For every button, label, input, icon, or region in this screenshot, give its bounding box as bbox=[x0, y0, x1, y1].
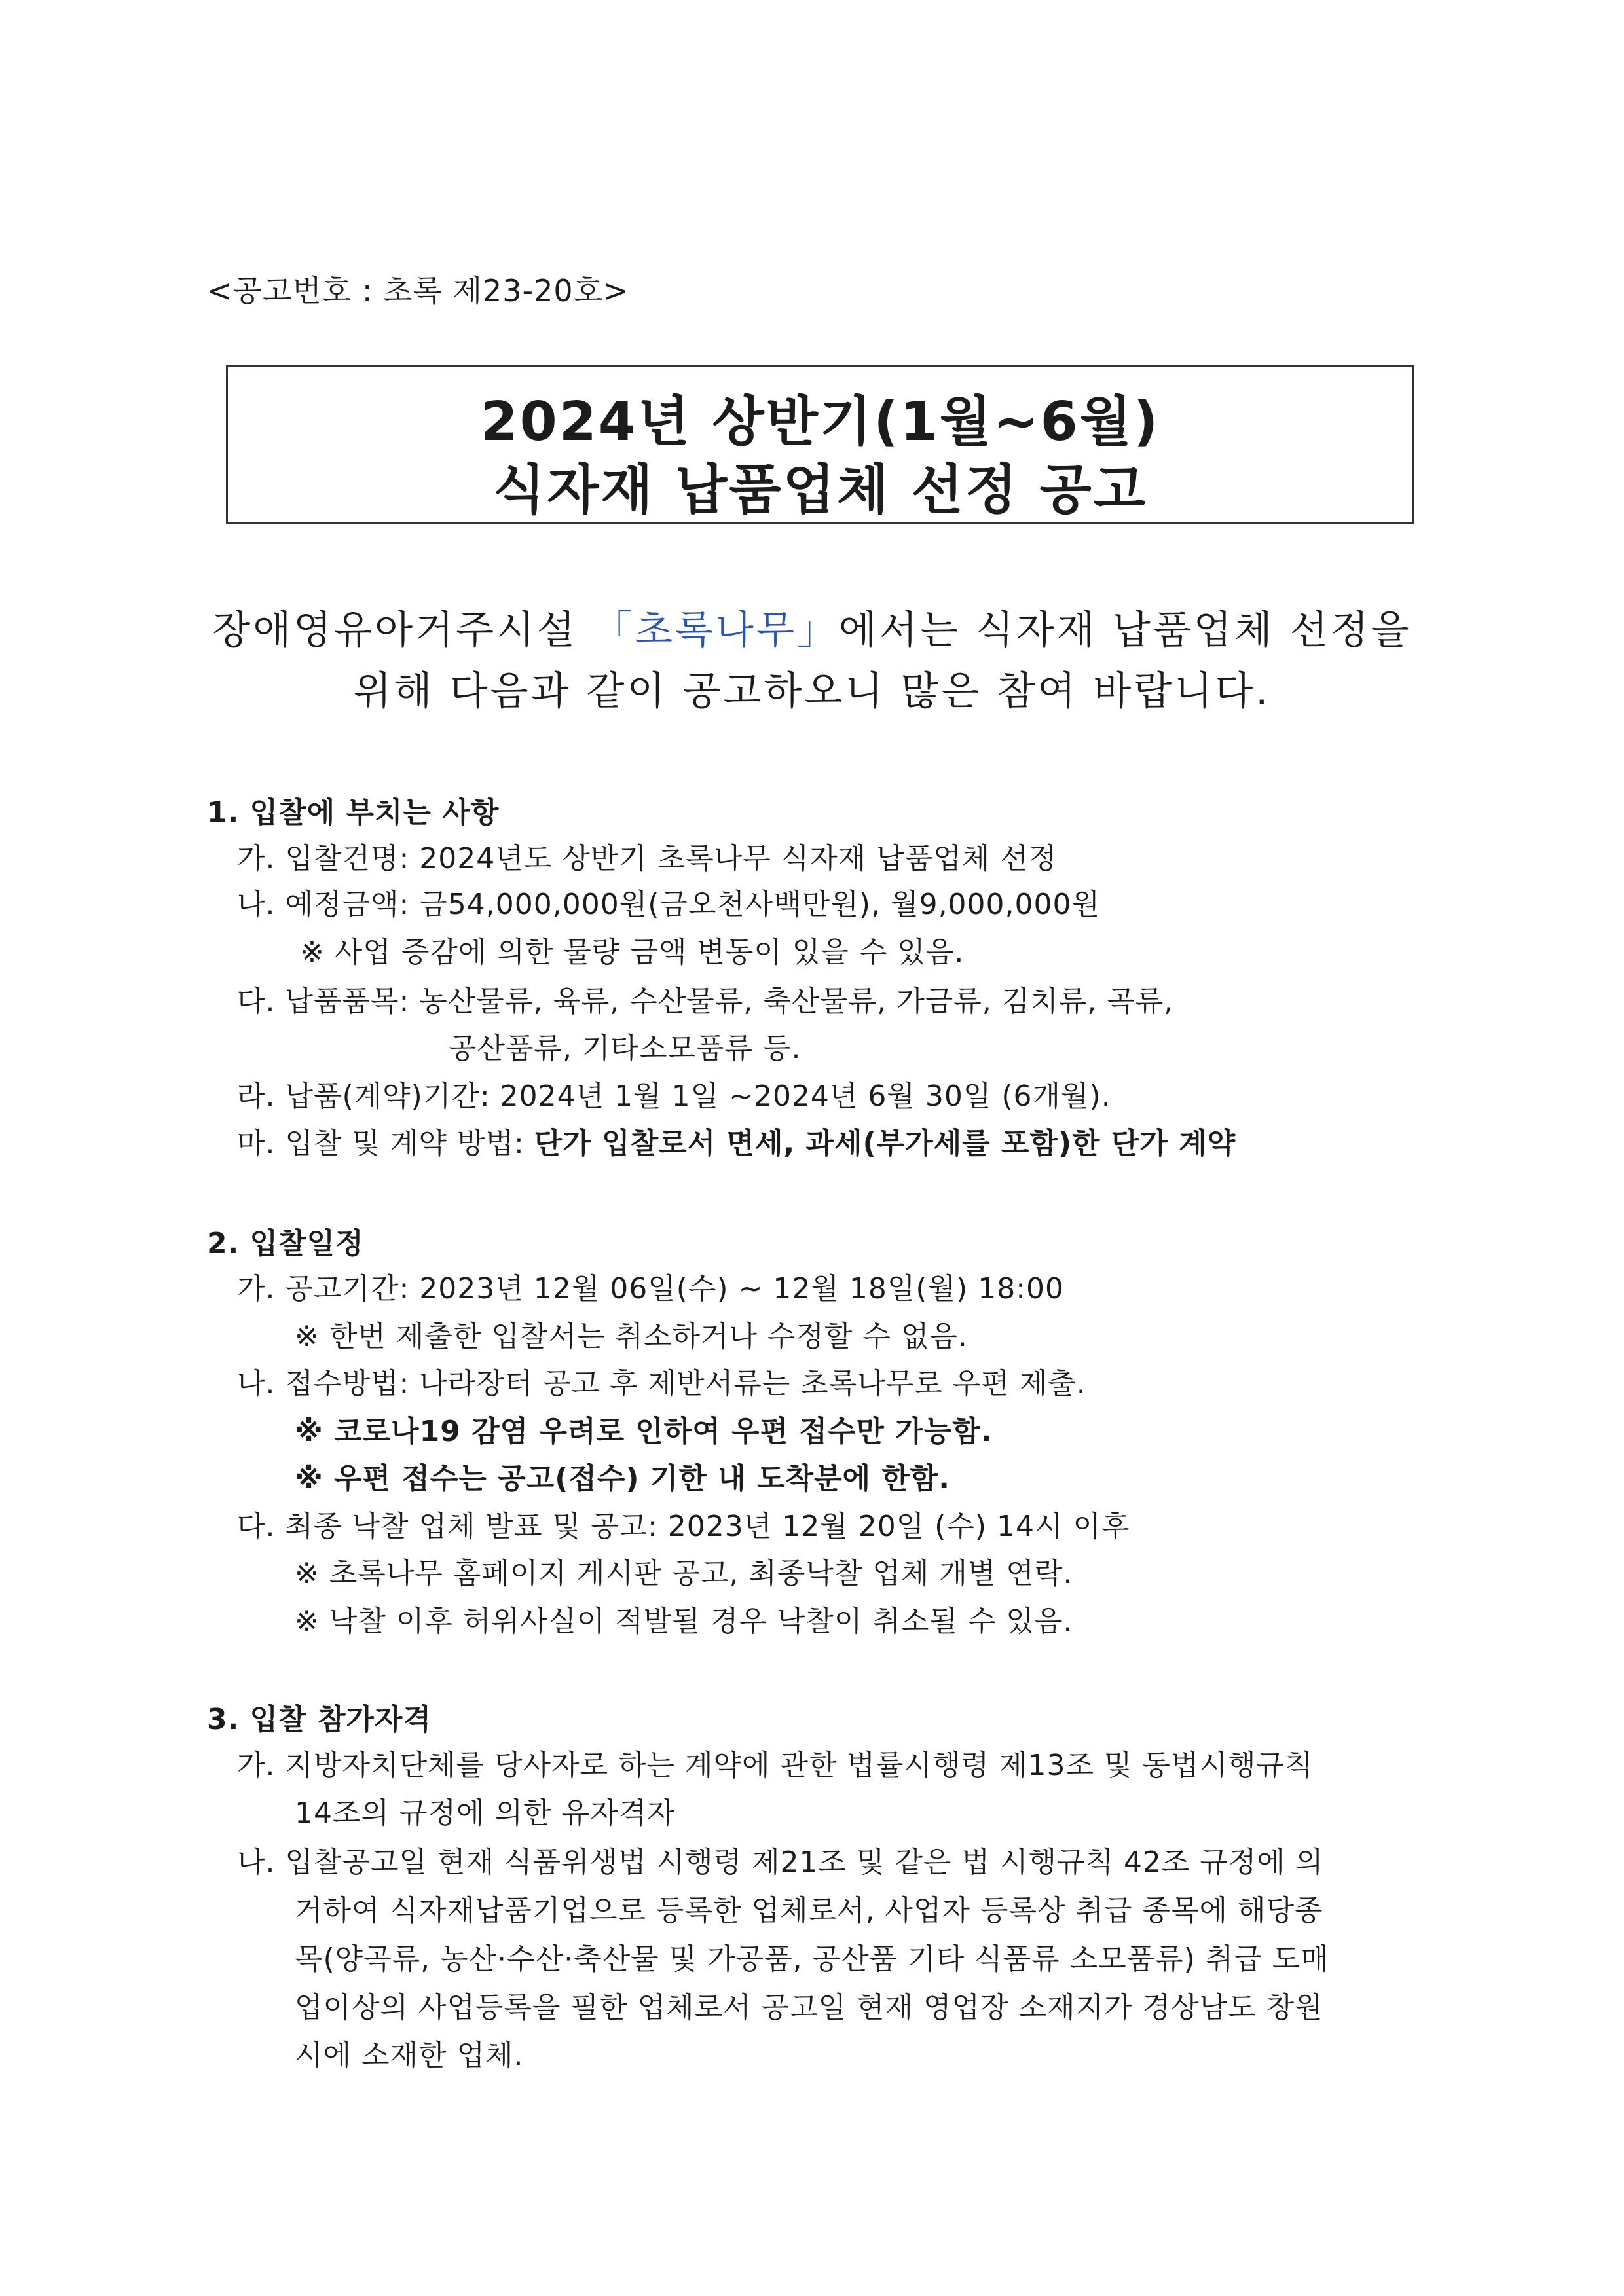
title-line-1: 2024년 상반기(1월~6월) bbox=[480, 391, 1160, 453]
s3-item-na-2: 거하여 식자재납품기업으로 등록한 업체로서, 사업자 등록상 취급 종목에 해당종 bbox=[295, 1894, 1323, 1927]
s3-item-na-4: 업이상의 사업등록을 필한 업체로서 공고일 현재 영업장 소재지가 경상남도 창원 bbox=[295, 1991, 1323, 2024]
s1-note-na: ※ 사업 증감에 의한 물량 금액 변동이 있을 수 있음. bbox=[300, 936, 965, 969]
intro-line-2: 위해 다음과 같이 공고하오니 많은 참여 바랍니다. bbox=[353, 668, 1271, 714]
s2-item-na: 나. 접수방법: 나라장터 공고 후 제반서류는 초록나무로 우편 제출. bbox=[237, 1367, 1086, 1400]
s3-item-ga-1: 가. 지방자치단체를 당사자로 하는 계약에 관한 법률시행령 제13조 및 동법시행규칙 bbox=[237, 1749, 1314, 1782]
s3-item-na-5: 시에 소재한 업체. bbox=[295, 2039, 524, 2072]
s1-item-ra: 라. 납품(계약)기간: 2024년 1월 1일 ~2024년 6월 30일 (6개월). bbox=[237, 1080, 1111, 1113]
s2-item-da: 다. 최종 낙찰 업체 발표 및 공고: 2023년 12월 20일 (수) 14시 이후 bbox=[237, 1510, 1130, 1543]
s3-item-ga-2: 14조의 규정에 의한 유자격자 bbox=[295, 1796, 676, 1830]
s1-item-da-1: 다. 납품품목: 농산물류, 육류, 수산물류, 축산물류, 가금류, 김치류, 곡류, bbox=[237, 985, 1174, 1018]
s1-item-ga: 가. 입찰건명: 2024년도 상반기 초록나무 식자재 납품업체 선정 bbox=[237, 842, 1058, 875]
section-2-heading: 2. 입찰일정 bbox=[207, 1227, 364, 1260]
title-line-2: 식자재 납품업체 선정 공고 bbox=[493, 459, 1147, 521]
s1-item-da-2: 공산품류, 기타소모품류 등. bbox=[449, 1032, 802, 1065]
s2-note-da-1: ※ 초록나무 홈페이지 게시판 공고, 최종낙찰 업체 개별 연락. bbox=[295, 1557, 1073, 1590]
intro-post: 에서는 식자재 납품업체 선정을 bbox=[838, 608, 1412, 653]
facility-name: 「초록나무」 bbox=[593, 608, 839, 653]
title-box bbox=[226, 365, 1414, 524]
s2-note-na-1: ※ 코로나19 감염 우려로 인하여 우편 접수만 가능함. bbox=[295, 1415, 993, 1448]
s3-item-na-3: 목(양곡류, 농산·수산·축산물 및 가공품, 공산품 기타 식품류 소모품류) 취급 도매 bbox=[295, 1942, 1329, 1976]
s1-ma-label: 마. 입찰 및 계약 방법: bbox=[237, 1127, 534, 1160]
s1-ma-bold: 단가 입찰로서 면세, 과세(부가세를 포함)한 단가 계약 bbox=[534, 1127, 1236, 1160]
s2-note-ga: ※ 한번 제출한 입찰서는 취소하거나 수정할 수 없음. bbox=[295, 1320, 968, 1353]
s2-note-na-2: ※ 우편 접수는 공고(접수) 기한 내 도착분에 한함. bbox=[295, 1462, 951, 1495]
intro-pre: 장애영유아거주시설 bbox=[212, 608, 593, 653]
s3-item-na-1: 나. 입찰공고일 현재 식품위생법 시행령 제21조 및 같은 법 시행규칙 42조 규정에 의 bbox=[237, 1846, 1324, 1879]
s1-item-ma bbox=[237, 1120, 1236, 1161]
s2-note-da-2: ※ 낙찰 이후 허위사실이 적발될 경우 낙찰이 취소될 수 있음. bbox=[295, 1605, 1073, 1638]
section-3-heading: 3. 입찰 참가자격 bbox=[207, 1703, 432, 1736]
s2-item-ga: 가. 공고기간: 2023년 12월 06일(수) ~ 12월 18일(월) 18:00 bbox=[237, 1272, 1065, 1305]
s1-item-na: 나. 예정금액: 금54,000,000원(금오천사백만원), 월9,000,000원 bbox=[237, 888, 1101, 921]
section-1-heading: 1. 입찰에 부치는 사항 bbox=[207, 796, 500, 829]
notice-number: <공고번호 : 초록 제23-20호> bbox=[207, 273, 629, 308]
intro-line-1 bbox=[0, 599, 1624, 655]
